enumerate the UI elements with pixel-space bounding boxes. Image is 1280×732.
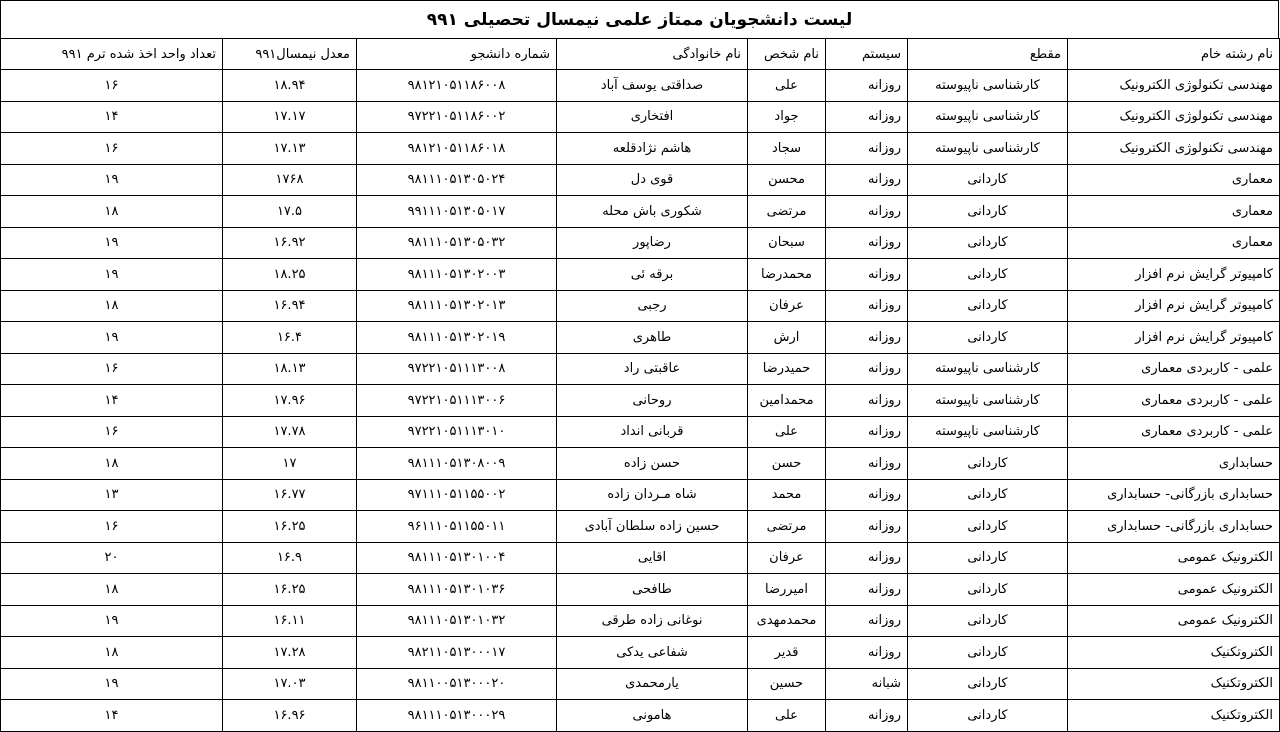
cell-gpa[interactable]: ۱۸.۲۵ — [223, 259, 357, 291]
table-row — [1, 542, 1280, 574]
cell-student-id[interactable]: ۹۷۱۱۱۰۵۱۱۵۵۰۰۲ — [357, 479, 557, 511]
cell-gpa[interactable]: ۱۶.۹۶ — [223, 700, 357, 732]
cell-major[interactable]: علمی - کاربردی معماری — [1068, 416, 1280, 448]
cell-level[interactable]: کارشناسی ناپیوسته — [908, 101, 1068, 133]
cell-system[interactable]: روزانه — [826, 448, 908, 480]
cell-first-name[interactable]: حسین — [748, 668, 826, 700]
cell-first-name[interactable]: ارش — [748, 322, 826, 354]
cell-major[interactable]: حسابداری بازرگانی- حسابداری — [1068, 479, 1280, 511]
cell-level[interactable]: کاردانی — [908, 637, 1068, 669]
cell-student-id[interactable]: ۹۸۱۱۱۰۵۱۳۰۵۰۲۴ — [357, 164, 557, 196]
cell-last-name[interactable]: طاهری — [557, 322, 748, 354]
cell-first-name[interactable]: مرتضی — [748, 511, 826, 543]
cell-units[interactable]: ۱۴ — [1, 385, 223, 417]
cell-system[interactable]: روزانه — [826, 479, 908, 511]
cell-level[interactable]: کاردانی — [908, 164, 1068, 196]
cell-level[interactable]: کاردانی — [908, 511, 1068, 543]
table-row — [1, 353, 1280, 385]
cell-last-name[interactable]: شفاعی یدکی — [557, 637, 748, 669]
cell-student-id[interactable]: ۹۸۱۱۱۰۵۱۳۰۲۰۰۳ — [357, 259, 557, 291]
cell-system[interactable]: روزانه — [826, 101, 908, 133]
cell-gpa[interactable]: ۱۷.۲۸ — [223, 637, 357, 669]
cell-major[interactable]: مهندسی تکنولوژی الکترونیک — [1068, 133, 1280, 165]
cell-units[interactable]: ۱۶ — [1, 70, 223, 102]
cell-first-name[interactable]: علی — [748, 416, 826, 448]
cell-student-id[interactable]: ۹۸۱۱۱۰۵۱۳۰۱۰۳۲ — [357, 605, 557, 637]
cell-major[interactable]: کامپیوتر گرایش نرم افزار — [1068, 259, 1280, 291]
cell-units[interactable]: ۱۶ — [1, 353, 223, 385]
cell-units[interactable]: ۱۹ — [1, 227, 223, 259]
cell-level[interactable]: کاردانی — [908, 322, 1068, 354]
table-row — [1, 227, 1280, 259]
cell-last-name[interactable]: هامونی — [557, 700, 748, 732]
cell-level[interactable]: کارشناسی ناپیوسته — [908, 416, 1068, 448]
cell-level[interactable]: کارشناسی ناپیوسته — [908, 385, 1068, 417]
cell-units[interactable]: ۱۹ — [1, 164, 223, 196]
cell-last-name[interactable]: شکوری باش محله — [557, 196, 748, 228]
header-level[interactable]: مقطع — [908, 39, 1068, 70]
cell-last-name[interactable]: شاه مـردان زاده — [557, 479, 748, 511]
cell-system[interactable]: روزانه — [826, 164, 908, 196]
cell-units[interactable]: ۱۹ — [1, 668, 223, 700]
cell-first-name[interactable]: حسن — [748, 448, 826, 480]
cell-system[interactable]: روزانه — [826, 70, 908, 102]
cell-system[interactable]: روزانه — [826, 385, 908, 417]
cell-gpa[interactable]: ۱۷.۵ — [223, 196, 357, 228]
cell-first-name[interactable]: سبحان — [748, 227, 826, 259]
cell-units[interactable]: ۱۸ — [1, 196, 223, 228]
cell-gpa[interactable]: ۱۶.۹۴ — [223, 290, 357, 322]
cell-student-id[interactable]: ۹۸۲۱۱۰۵۱۳۰۰۰۱۷ — [357, 637, 557, 669]
cell-major[interactable]: حسابداری — [1068, 448, 1280, 480]
cell-last-name[interactable]: هاشم نژادقلعه — [557, 133, 748, 165]
table-row — [1, 448, 1280, 480]
cell-level[interactable]: کاردانی — [908, 196, 1068, 228]
cell-system[interactable]: روزانه — [826, 416, 908, 448]
header-row — [1, 39, 1280, 70]
cell-student-id[interactable]: ۹۸۱۱۱۰۵۱۳۰۵۰۳۲ — [357, 227, 557, 259]
cell-last-name[interactable]: حسن زاده — [557, 448, 748, 480]
cell-first-name[interactable]: امیررضا — [748, 574, 826, 606]
cell-last-name[interactable]: طافحی — [557, 574, 748, 606]
cell-system[interactable]: روزانه — [826, 605, 908, 637]
cell-last-name[interactable]: صداقتی یوسف آباد — [557, 70, 748, 102]
cell-student-id[interactable]: ۹۸۱۱۱۰۵۱۳۰۱۰۰۴ — [357, 542, 557, 574]
table-row — [1, 101, 1280, 133]
cell-system[interactable]: روزانه — [826, 700, 908, 732]
cell-system[interactable]: روزانه — [826, 196, 908, 228]
cell-last-name[interactable]: برقه ئی — [557, 259, 748, 291]
cell-last-name[interactable]: افتخاری — [557, 101, 748, 133]
cell-student-id[interactable]: ۹۷۲۲۱۰۵۱۱۱۳۰۰۶ — [357, 385, 557, 417]
cell-student-id[interactable]: ۹۹۱۱۱۰۵۱۳۰۵۰۱۷ — [357, 196, 557, 228]
cell-level[interactable]: کارشناسی ناپیوسته — [908, 70, 1068, 102]
cell-system[interactable]: روزانه — [826, 322, 908, 354]
table-row — [1, 479, 1280, 511]
cell-gpa[interactable]: ۱۸.۹۴ — [223, 70, 357, 102]
cell-last-name[interactable]: حسین زاده سلطان آبادی — [557, 511, 748, 543]
cell-gpa[interactable]: ۱۶.۹۲ — [223, 227, 357, 259]
cell-system[interactable]: روزانه — [826, 290, 908, 322]
cell-units[interactable]: ۱۸ — [1, 637, 223, 669]
cell-level[interactable]: کاردانی — [908, 542, 1068, 574]
cell-student-id[interactable]: ۹۶۱۱۱۰۵۱۱۵۵۰۱۱ — [357, 511, 557, 543]
cell-gpa[interactable]: ۱۶.۷۷ — [223, 479, 357, 511]
cell-units[interactable]: ۱۴ — [1, 700, 223, 732]
header-major[interactable]: نام رشته خام — [1068, 39, 1280, 70]
cell-major[interactable]: معماری — [1068, 196, 1280, 228]
cell-units[interactable]: ۱۶ — [1, 133, 223, 165]
table-row — [1, 290, 1280, 322]
cell-gpa[interactable]: ۱۷.۱۷ — [223, 101, 357, 133]
cell-last-name[interactable]: روحانی — [557, 385, 748, 417]
students-table — [0, 38, 1280, 732]
cell-system[interactable]: روزانه — [826, 259, 908, 291]
cell-last-name[interactable]: یارمحمدی — [557, 668, 748, 700]
cell-gpa[interactable]: ۱۸.۱۳ — [223, 353, 357, 385]
cell-last-name[interactable]: اقایی — [557, 542, 748, 574]
cell-gpa[interactable]: ۱۷.۱۳ — [223, 133, 357, 165]
cell-major[interactable]: الکترونیک عمومی — [1068, 542, 1280, 574]
cell-gpa[interactable]: ۱۷.۹۶ — [223, 385, 357, 417]
cell-student-id[interactable]: ۹۸۱۱۱۰۵۱۳۰۱۰۳۶ — [357, 574, 557, 606]
cell-student-id[interactable]: ۹۸۱۱۱۰۵۱۳۰۸۰۰۹ — [357, 448, 557, 480]
header-system[interactable]: سیستم — [826, 39, 908, 70]
cell-student-id[interactable]: ۹۸۱۲۱۰۵۱۱۸۶۰۰۸ — [357, 70, 557, 102]
cell-student-id[interactable]: ۹۸۱۱۱۰۵۱۳۰۲۰۱۳ — [357, 290, 557, 322]
cell-student-id[interactable]: ۹۷۲۲۱۰۵۱۱۸۶۰۰۲ — [357, 101, 557, 133]
cell-gpa[interactable]: ۱۶.۹ — [223, 542, 357, 574]
sheet-title: لیست دانشجویان ممتاز علمی نیمسال تحصیلی ۹۹۱ — [0, 0, 1279, 38]
cell-system[interactable]: روزانه — [826, 353, 908, 385]
cell-system[interactable]: روزانه — [826, 637, 908, 669]
cell-units[interactable]: ۱۹ — [1, 259, 223, 291]
cell-gpa[interactable]: ۱۶.۲۵ — [223, 574, 357, 606]
cell-last-name[interactable]: رجبی — [557, 290, 748, 322]
cell-student-id[interactable]: ۹۸۱۱۱۰۵۱۳۰۰۰۲۹ — [357, 700, 557, 732]
cell-gpa[interactable]: ۱۶.۲۵ — [223, 511, 357, 543]
cell-first-name[interactable]: محمدمهدی — [748, 605, 826, 637]
cell-major[interactable]: معماری — [1068, 227, 1280, 259]
cell-student-id[interactable]: ۹۸۱۱۱۰۵۱۳۰۲۰۱۹ — [357, 322, 557, 354]
cell-first-name[interactable]: محمدامین — [748, 385, 826, 417]
cell-units[interactable]: ۱۶ — [1, 416, 223, 448]
cell-first-name[interactable]: مرتضی — [748, 196, 826, 228]
cell-major[interactable]: الکترونیک عمومی — [1068, 605, 1280, 637]
table-row — [1, 259, 1280, 291]
cell-level[interactable]: کاردانی — [908, 259, 1068, 291]
cell-level[interactable]: کارشناسی ناپیوسته — [908, 353, 1068, 385]
cell-first-name[interactable]: حمیدرضا — [748, 353, 826, 385]
cell-level[interactable]: کاردانی — [908, 227, 1068, 259]
table-row — [1, 574, 1280, 606]
cell-system[interactable]: روزانه — [826, 511, 908, 543]
cell-first-name[interactable]: عرفان — [748, 542, 826, 574]
cell-gpa[interactable]: ۱۶.۱۱ — [223, 605, 357, 637]
header-student-id[interactable]: شماره دانشجو — [357, 39, 557, 70]
table-row — [1, 511, 1280, 543]
table-row — [1, 70, 1280, 102]
cell-units[interactable]: ۱۸ — [1, 574, 223, 606]
cell-first-name[interactable]: جواد — [748, 101, 826, 133]
cell-first-name[interactable]: علی — [748, 700, 826, 732]
cell-last-name[interactable]: رضاپور — [557, 227, 748, 259]
cell-level[interactable]: کاردانی — [908, 605, 1068, 637]
cell-gpa[interactable]: ۱۶.۴ — [223, 322, 357, 354]
cell-major[interactable]: معماری — [1068, 164, 1280, 196]
table-row — [1, 385, 1280, 417]
cell-gpa[interactable]: ۱۷.۷۸ — [223, 416, 357, 448]
cell-units[interactable]: ۱۹ — [1, 322, 223, 354]
header-gpa[interactable]: معدل نیمسال۹۹۱ — [223, 39, 357, 70]
table-row — [1, 322, 1280, 354]
cell-major[interactable]: علمی - کاربردی معماری — [1068, 385, 1280, 417]
cell-units[interactable]: ۱۴ — [1, 101, 223, 133]
cell-major[interactable]: کامپیوتر گرایش نرم افزار — [1068, 290, 1280, 322]
cell-first-name[interactable]: عرفان — [748, 290, 826, 322]
cell-major[interactable]: الکتروتکنیک — [1068, 637, 1280, 669]
cell-level[interactable]: کاردانی — [908, 700, 1068, 732]
cell-student-id[interactable]: ۹۸۱۲۱۰۵۱۱۸۶۰۱۸ — [357, 133, 557, 165]
table-row — [1, 196, 1280, 228]
cell-level[interactable]: کارشناسی ناپیوسته — [908, 133, 1068, 165]
cell-units[interactable]: ۲۰ — [1, 542, 223, 574]
cell-units[interactable]: ۱۸ — [1, 290, 223, 322]
cell-level[interactable]: کاردانی — [908, 448, 1068, 480]
cell-first-name[interactable]: سجاد — [748, 133, 826, 165]
cell-units[interactable]: ۱۳ — [1, 479, 223, 511]
cell-gpa[interactable]: ۱۷.۰۳ — [223, 668, 357, 700]
header-last-name[interactable]: نام خانوادگی — [557, 39, 748, 70]
cell-gpa[interactable]: ۱۷ — [223, 448, 357, 480]
cell-units[interactable]: ۱۹ — [1, 605, 223, 637]
cell-major[interactable]: الکتروتکنیک — [1068, 668, 1280, 700]
cell-major[interactable]: حسابداری بازرگانی- حسابداری — [1068, 511, 1280, 543]
cell-gpa[interactable]: ۱۷۶۸ — [223, 164, 357, 196]
table-row — [1, 637, 1280, 669]
cell-major[interactable]: الکترونیک عمومی — [1068, 574, 1280, 606]
cell-last-name[interactable]: قربانی انداد — [557, 416, 748, 448]
cell-system[interactable]: روزانه — [826, 133, 908, 165]
cell-student-id[interactable]: ۹۷۲۲۱۰۵۱۱۱۳۰۰۸ — [357, 353, 557, 385]
cell-system[interactable]: شبانه — [826, 668, 908, 700]
cell-units[interactable]: ۱۶ — [1, 511, 223, 543]
cell-first-name[interactable]: قدیر — [748, 637, 826, 669]
cell-major[interactable]: کامپیوتر گرایش نرم افزار — [1068, 322, 1280, 354]
table-row — [1, 605, 1280, 637]
cell-level[interactable]: کاردانی — [908, 479, 1068, 511]
cell-major[interactable]: علمی - کاربردی معماری — [1068, 353, 1280, 385]
table-row — [1, 416, 1280, 448]
table-row — [1, 668, 1280, 700]
cell-first-name[interactable]: محمدرضا — [748, 259, 826, 291]
table-row — [1, 700, 1280, 732]
cell-last-name[interactable]: قوی دل — [557, 164, 748, 196]
cell-last-name[interactable]: نوغانی زاده طرقی — [557, 605, 748, 637]
cell-system[interactable]: روزانه — [826, 227, 908, 259]
cell-system[interactable]: روزانه — [826, 542, 908, 574]
header-units[interactable]: تعداد واحد اخذ شده ترم ۹۹۱ — [1, 39, 223, 70]
table-row — [1, 133, 1280, 165]
cell-last-name[interactable]: عاقبتی راد — [557, 353, 748, 385]
cell-first-name[interactable]: علی — [748, 70, 826, 102]
cell-first-name[interactable]: محسن — [748, 164, 826, 196]
cell-level[interactable]: کاردانی — [908, 574, 1068, 606]
cell-first-name[interactable]: محمد — [748, 479, 826, 511]
cell-student-id[interactable]: ۹۸۱۱۰۰۵۱۳۰۰۰۲۰ — [357, 668, 557, 700]
cell-system[interactable]: روزانه — [826, 574, 908, 606]
cell-major[interactable]: مهندسی تکنولوژی الکترونیک — [1068, 101, 1280, 133]
header-first-name[interactable]: نام شخص — [748, 39, 826, 70]
table-body — [1, 70, 1280, 732]
cell-level[interactable]: کاردانی — [908, 290, 1068, 322]
cell-units[interactable]: ۱۸ — [1, 448, 223, 480]
cell-level[interactable]: کاردانی — [908, 668, 1068, 700]
table-row — [1, 164, 1280, 196]
cell-major[interactable]: مهندسی تکنولوژی الکترونیک — [1068, 70, 1280, 102]
cell-major[interactable]: الکتروتکنیک — [1068, 700, 1280, 732]
cell-student-id[interactable]: ۹۷۲۲۱۰۵۱۱۱۳۰۱۰ — [357, 416, 557, 448]
